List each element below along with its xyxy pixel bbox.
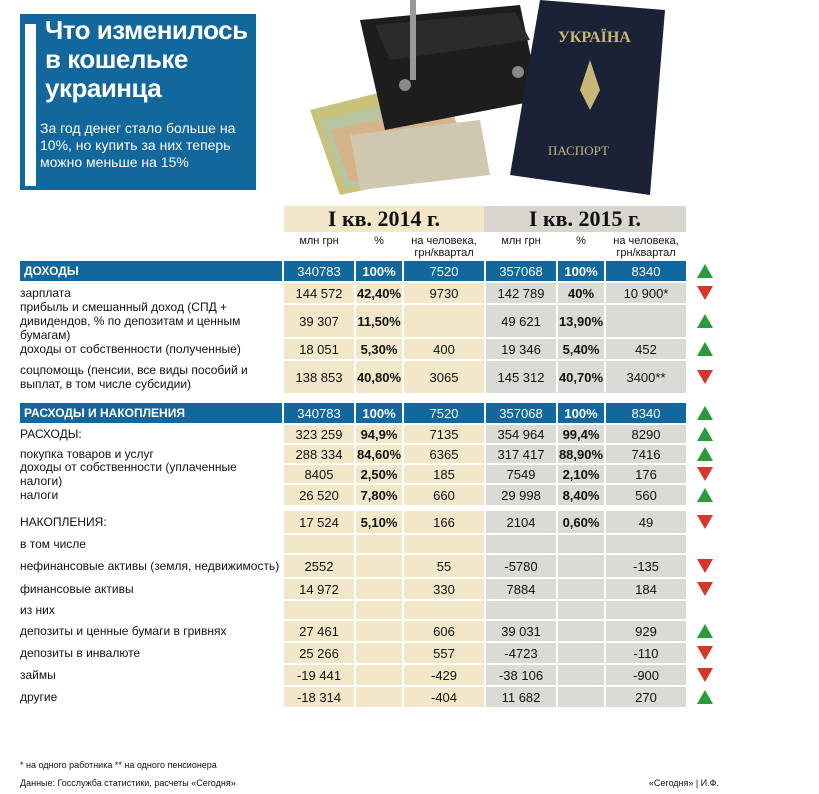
table-cell: 88,90% xyxy=(558,446,604,462)
table-cell: -19 441 xyxy=(284,665,354,685)
table-cell: 100% xyxy=(558,403,604,423)
table-cell: 7884 xyxy=(486,579,556,599)
column-header: на человека, грн/квартал xyxy=(411,235,477,259)
table-cell: 8340 xyxy=(606,261,686,281)
table-cell xyxy=(558,621,604,641)
table-cell: -38 106 xyxy=(486,665,556,685)
table-cell: 5,30% xyxy=(356,339,402,359)
trend-up-icon xyxy=(697,342,713,356)
table-cell: 100% xyxy=(356,403,402,423)
table-cell: -110 xyxy=(606,643,686,663)
trend-down-icon xyxy=(697,370,713,384)
column-header: на человека, грн/квартал xyxy=(613,235,679,259)
table-cell: 18 051 xyxy=(284,339,354,359)
table-cell: 5,40% xyxy=(558,339,604,359)
table-cell: 55 xyxy=(404,555,484,577)
trend-up-icon xyxy=(697,488,713,502)
table-cell: 49 xyxy=(606,511,686,533)
table-cell: 354 964 xyxy=(486,425,556,443)
source-note: Данные: Госслужба статистики, расчеты «Сегодня» xyxy=(20,778,236,788)
table-cell: 40,80% xyxy=(356,361,402,393)
table-cell: 100% xyxy=(558,261,604,281)
trend-up-icon xyxy=(697,406,713,420)
table-cell: 2,50% xyxy=(356,465,402,483)
table-cell: 8405 xyxy=(284,465,354,483)
table-cell xyxy=(486,535,556,553)
period-2015: I кв. 2015 г. xyxy=(484,206,686,232)
credit: «Сегодня» | И.Ф. xyxy=(648,778,719,788)
table-cell: 330 xyxy=(404,579,484,599)
trend-down-icon xyxy=(697,559,713,573)
table-cell: 39 307 xyxy=(284,305,354,337)
table-cell xyxy=(356,643,402,663)
table-cell: 270 xyxy=(606,687,686,707)
table-row xyxy=(20,555,686,579)
table-cell: 7135 xyxy=(404,425,484,443)
table-cell: 99,4% xyxy=(558,425,604,443)
trend-up-icon xyxy=(697,447,713,461)
table-cell xyxy=(404,535,484,553)
table-cell: 25 266 xyxy=(284,643,354,663)
table-cell: 176 xyxy=(606,465,686,483)
table-cell: 184 xyxy=(606,579,686,599)
row-label: покупка товаров и услуг xyxy=(20,447,154,461)
table-cell: -4723 xyxy=(486,643,556,663)
table-row xyxy=(20,460,686,488)
period-2014: I кв. 2014 г. xyxy=(284,206,484,232)
table-cell: 929 xyxy=(606,621,686,641)
table-cell: 49 621 xyxy=(486,305,556,337)
table-cell: 288 334 xyxy=(284,445,354,463)
row-label: доходы от собственности (полученные) xyxy=(20,342,241,356)
trend-down-icon xyxy=(697,286,713,300)
table-row xyxy=(20,579,686,601)
table-cell: 0,60% xyxy=(558,511,604,533)
table-row xyxy=(20,687,686,709)
table-cell: 138 853 xyxy=(284,361,354,393)
table-cell: 8340 xyxy=(606,403,686,423)
table-cell: -18 314 xyxy=(284,687,354,707)
table-cell: 557 xyxy=(404,643,484,663)
table-cell xyxy=(356,579,402,599)
table-cell: 7416 xyxy=(606,445,686,463)
row-label: налоги xyxy=(20,488,59,502)
table-cell: 323 259 xyxy=(284,425,354,443)
table-row xyxy=(20,485,686,507)
page-title: Что изменилось в кошельке украинца xyxy=(45,15,248,103)
section-header-row xyxy=(20,261,686,283)
table-row xyxy=(20,361,686,395)
trend-up-icon xyxy=(697,690,713,704)
table-cell: 84,60% xyxy=(356,446,402,462)
trend-up-icon xyxy=(697,314,713,328)
table-cell: 39 031 xyxy=(486,621,556,641)
table-cell xyxy=(606,601,686,619)
table-cell: 357068 xyxy=(486,261,556,281)
table-cell: 400 xyxy=(404,339,484,359)
table-cell: 42,40% xyxy=(356,283,402,303)
table-cell: 11,50% xyxy=(356,305,402,337)
passport-label-top: УКРАЇНА xyxy=(558,29,631,46)
table-cell: -429 xyxy=(404,665,484,685)
row-label: нефинансовые активы (земля, недвижимость) xyxy=(20,559,280,573)
table-cell xyxy=(558,687,604,707)
trend-down-icon xyxy=(697,646,713,660)
table-cell: 94,9% xyxy=(356,425,402,443)
column-header: % xyxy=(374,235,384,247)
table-cell: 340783 xyxy=(284,261,354,281)
table-row xyxy=(20,621,686,643)
table-cell: -135 xyxy=(606,555,686,577)
table-cell: 10 900* xyxy=(606,283,686,303)
trend-down-icon xyxy=(697,467,713,481)
table-cell xyxy=(404,601,484,619)
table-cell: 100% xyxy=(356,261,402,281)
page-subtitle: За год денег стало больше на 10%, но купить за них теперь можно меньше на 15% xyxy=(40,120,236,170)
table-row xyxy=(20,643,686,665)
table-cell: 9730 xyxy=(404,283,484,303)
title-box xyxy=(20,14,256,190)
column-header: млн грн xyxy=(299,235,339,247)
table-cell xyxy=(558,555,604,577)
column-header: млн грн xyxy=(501,235,541,247)
table-cell xyxy=(558,535,604,553)
table-cell: 26 520 xyxy=(284,485,354,505)
table-cell xyxy=(558,601,604,619)
table-cell xyxy=(606,535,686,553)
trend-up-icon xyxy=(697,624,713,638)
row-label: в том числе xyxy=(20,537,86,551)
table-cell: 166 xyxy=(404,511,484,533)
table-cell: 3400** xyxy=(606,361,686,393)
row-label: ДОХОДЫ xyxy=(20,261,282,281)
table-cell xyxy=(356,687,402,707)
row-label: финансовые активы xyxy=(20,582,134,596)
row-label: займы xyxy=(20,668,56,682)
table-cell: 7549 xyxy=(486,465,556,483)
table-row xyxy=(20,511,686,535)
table-cell: 3065 xyxy=(404,361,484,393)
table-cell: 144 572 xyxy=(284,283,354,303)
row-label: зарплата xyxy=(20,286,71,300)
passport-image xyxy=(510,0,665,195)
row-label: другие xyxy=(20,690,58,704)
table-cell: -900 xyxy=(606,665,686,685)
table-cell: 142 789 xyxy=(486,283,556,303)
wallet-passport-photo xyxy=(290,0,690,200)
table-cell: 29 998 xyxy=(486,485,556,505)
table-cell xyxy=(404,305,484,337)
table-cell: 7,80% xyxy=(356,485,402,505)
row-label: НАКОПЛЕНИЯ: xyxy=(20,515,107,529)
table-row xyxy=(20,601,686,621)
table-cell: 27 461 xyxy=(284,621,354,641)
row-label: РАСХОДЫ И НАКОПЛЕНИЯ xyxy=(20,403,282,423)
table-cell: 660 xyxy=(404,485,484,505)
table-cell xyxy=(284,601,354,619)
table-cell xyxy=(356,555,402,577)
table-cell: 40,70% xyxy=(558,361,604,393)
table-cell: 6365 xyxy=(404,445,484,463)
table-cell: 40% xyxy=(558,283,604,303)
table-cell: 2552 xyxy=(284,555,354,577)
table-cell: 452 xyxy=(606,339,686,359)
trend-up-icon xyxy=(697,427,713,441)
table-row xyxy=(20,425,686,445)
table-cell xyxy=(284,535,354,553)
row-label: РАСХОДЫ: xyxy=(20,427,82,441)
table-cell xyxy=(558,643,604,663)
section-header-row xyxy=(20,403,686,425)
table-cell xyxy=(558,665,604,685)
row-label: доходы от собственности (уплаченные налоги) xyxy=(20,460,237,488)
table-cell xyxy=(606,305,686,337)
table-cell: 8290 xyxy=(606,425,686,443)
passport-label-bottom: ПАСПОРТ xyxy=(548,143,609,158)
trend-down-icon xyxy=(697,515,713,529)
row-label: из них xyxy=(20,603,55,617)
table-cell xyxy=(356,665,402,685)
column-header: % xyxy=(576,235,586,247)
row-label: прибыль и смешанный доход (СПД + дивидендов, % по депозитам и ценным бумагам) xyxy=(20,300,241,342)
table-row xyxy=(20,535,686,555)
table-cell: 7520 xyxy=(404,261,484,281)
row-label: депозиты в инвалюте xyxy=(20,646,141,660)
trend-down-icon xyxy=(697,582,713,596)
table-cell xyxy=(356,621,402,641)
table-cell xyxy=(558,579,604,599)
table-cell: 560 xyxy=(606,485,686,505)
table-cell: 185 xyxy=(404,465,484,483)
table-cell xyxy=(356,535,402,553)
table-cell: 11 682 xyxy=(486,687,556,707)
table-cell: 8,40% xyxy=(558,485,604,505)
table-cell: 606 xyxy=(404,621,484,641)
table-cell: 2104 xyxy=(486,511,556,533)
table-cell: 5,10% xyxy=(356,511,402,533)
trend-down-icon xyxy=(697,668,713,682)
footnote: * на одного работника ** на одного пенсионера xyxy=(20,760,217,770)
wallet-image xyxy=(360,0,540,130)
table-cell: 14 972 xyxy=(284,579,354,599)
table-cell: 2,10% xyxy=(558,465,604,483)
table-cell: 13,90% xyxy=(558,305,604,337)
table-cell: 317 417 xyxy=(486,445,556,463)
title-accent-bar xyxy=(25,24,36,186)
table-row xyxy=(20,665,686,687)
table-cell: 340783 xyxy=(284,403,354,423)
table-row xyxy=(20,339,686,361)
table-cell xyxy=(356,601,402,619)
table-cell xyxy=(486,601,556,619)
table-cell: 17 524 xyxy=(284,511,354,533)
table-row xyxy=(20,300,686,342)
table-cell: 7520 xyxy=(404,403,484,423)
trend-up-icon xyxy=(697,264,713,278)
table-cell: 19 346 xyxy=(486,339,556,359)
row-label: соцпомощь (пенсии, все виды пособий и выплат, в том числе субсидии) xyxy=(20,363,248,391)
table-cell: -5780 xyxy=(486,555,556,577)
table-cell: 357068 xyxy=(486,403,556,423)
row-label: депозиты и ценные бумаги в гривнях xyxy=(20,624,227,638)
table-cell: -404 xyxy=(404,687,484,707)
table-cell: 145 312 xyxy=(486,361,556,393)
